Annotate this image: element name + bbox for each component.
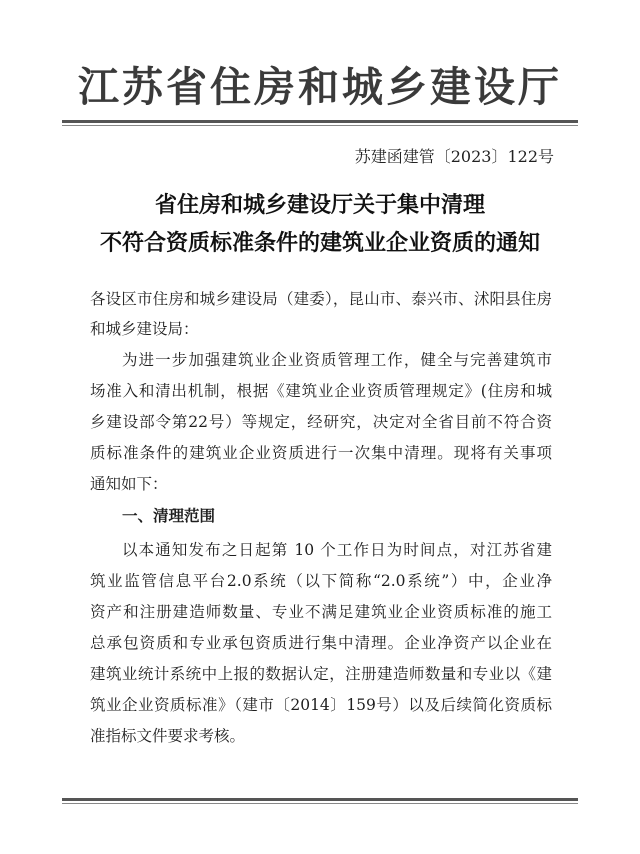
footer-rule-thin (62, 803, 578, 804)
letterhead-title: 江苏省住房和城乡建设厅 (78, 63, 562, 111)
section1-line: 资产和注册建造师数量、专业不满足建筑业企业资质标准的施工 (90, 603, 552, 621)
document-title-line-2: 不符合资质标准条件的建筑业企业资质的通知 (99, 230, 540, 256)
intro-line: 通知如下： (90, 475, 168, 493)
addressee-line: 和城乡建设局： (90, 320, 199, 338)
intro-line: 场准入和清出机制，根据《建筑业企业资质管理规定》(住房和城 (90, 382, 552, 400)
intro-line: 质标准条件的建筑业企业资质进行一次集中清理。现将有关事项 (90, 444, 552, 462)
letterhead-rule-thick (62, 120, 578, 123)
section1-line: 筑业企业资质标准》（建市〔2014〕159号）以及后续简化资质标 (90, 696, 552, 714)
addressee-line: 各设区市住房和城乡建设局（建委），昆山市、泰兴市、沭阳县住房 (90, 290, 552, 308)
document-number: 苏建函建管〔2023〕122号 (354, 147, 554, 166)
intro-line: 为进一步加强建筑业企业资质管理工作，健全与完善建筑市 (122, 351, 552, 369)
section1-line: 建筑业统计系统中上报的数据认定，注册建造师数量和专业以《建 (90, 665, 552, 683)
section1-line: 总承包资质和专业承包资质进行集中清理。企业净资产以企业在 (90, 634, 552, 652)
section1-line: 准指标文件要求考核。 (90, 727, 246, 745)
document-title-line-1: 省住房和城乡建设厅关于集中清理 (154, 192, 485, 218)
footer-rule-thick (62, 798, 578, 801)
letterhead-rule-thin (62, 125, 578, 126)
section1-line: 以本通知发布之日起第 10 个工作日为时间点，对江苏省建 (122, 541, 552, 559)
section-heading: 一、清理范围 (122, 507, 216, 525)
intro-line: 乡建设部令第22号）等规定，经研究，决定对全省目前不符合资 (90, 413, 552, 431)
section1-line: 筑业监管信息平台2.0系统（以下简称“2.0系统”）中，企业净 (90, 572, 552, 590)
